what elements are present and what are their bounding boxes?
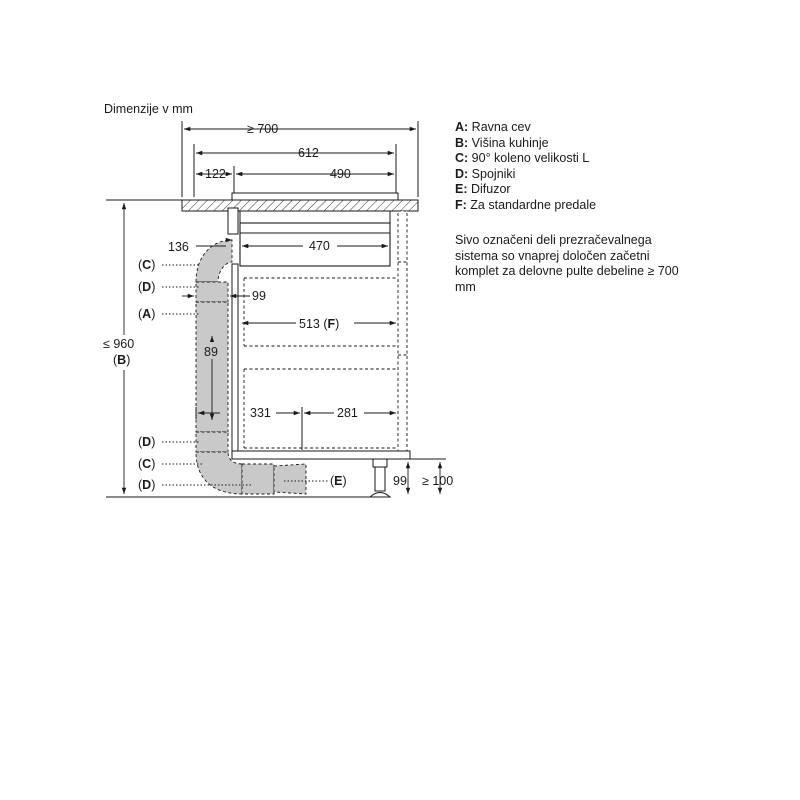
dim-136: 136 <box>168 240 189 254</box>
dim-89: 89 <box>204 345 218 359</box>
dim-513-ref: F <box>327 317 336 331</box>
cooktop-unit <box>228 208 390 266</box>
dim-122: 122 <box>205 167 226 181</box>
callout-c-top: C <box>142 258 152 272</box>
dim-612: 612 <box>298 146 319 160</box>
svg-text:(D): (D) <box>138 478 156 492</box>
dim-470: 470 <box>309 239 330 253</box>
callout-d-mid: D <box>142 435 152 449</box>
dim-700: ≥ 700 <box>247 122 279 136</box>
dim-331: 331 <box>250 406 271 420</box>
legend-item-f: F: Za standardne predale <box>455 197 597 212</box>
dim-281: 281 <box>337 406 358 420</box>
top-dimensions <box>182 121 418 197</box>
dim-99-vertical: 99 <box>252 289 266 303</box>
svg-text:(D): (D) <box>138 435 156 449</box>
svg-text:(A): (A) <box>138 307 156 321</box>
svg-text:(E): (E) <box>330 474 347 488</box>
plinth-dimensions <box>393 459 453 494</box>
svg-text:513 (F) <box>299 317 339 331</box>
dim-960: ≤ 960 <box>103 337 135 351</box>
diagram-title: Dimenzije v mm <box>104 102 193 116</box>
legend-item-d: D: Spojniki <box>455 166 516 181</box>
callout-d-bottom: D <box>142 478 152 492</box>
callout-c-bottom: C <box>142 457 152 471</box>
callout-d-top: D <box>142 280 152 294</box>
dim-100: ≥ 100 <box>422 474 454 488</box>
legend <box>455 120 596 213</box>
dim-513: 513 ( <box>299 317 328 331</box>
callout-a: A <box>142 307 152 321</box>
countertop <box>182 193 418 211</box>
legend-item-e: E: Difuzor <box>455 182 511 196</box>
grey-parts-note: Sivo označeni deli prezračevalnega sistema so vnaprej določen začetni komplet za delovne pulte debeline ≥ 700 mm <box>455 233 679 294</box>
svg-text:(D): (D) <box>138 280 156 294</box>
dim-99-plinth: 99 <box>393 474 407 488</box>
callout-b: B <box>117 353 127 367</box>
svg-text:(C): (C) <box>138 457 156 471</box>
legend-item-b: B: Višina kuhinje <box>455 135 549 150</box>
dim-513-close: ) <box>335 317 340 331</box>
cabinet-leg <box>370 459 390 497</box>
legend-item-a: A: Ravna cev <box>455 120 531 134</box>
legend-item-c: C: 90° koleno velikosti L <box>455 151 590 165</box>
callout-e: E <box>334 474 343 488</box>
svg-text:(B): (B) <box>113 353 131 367</box>
dim-490: 490 <box>330 167 351 181</box>
svg-text:(C): (C) <box>138 258 156 272</box>
